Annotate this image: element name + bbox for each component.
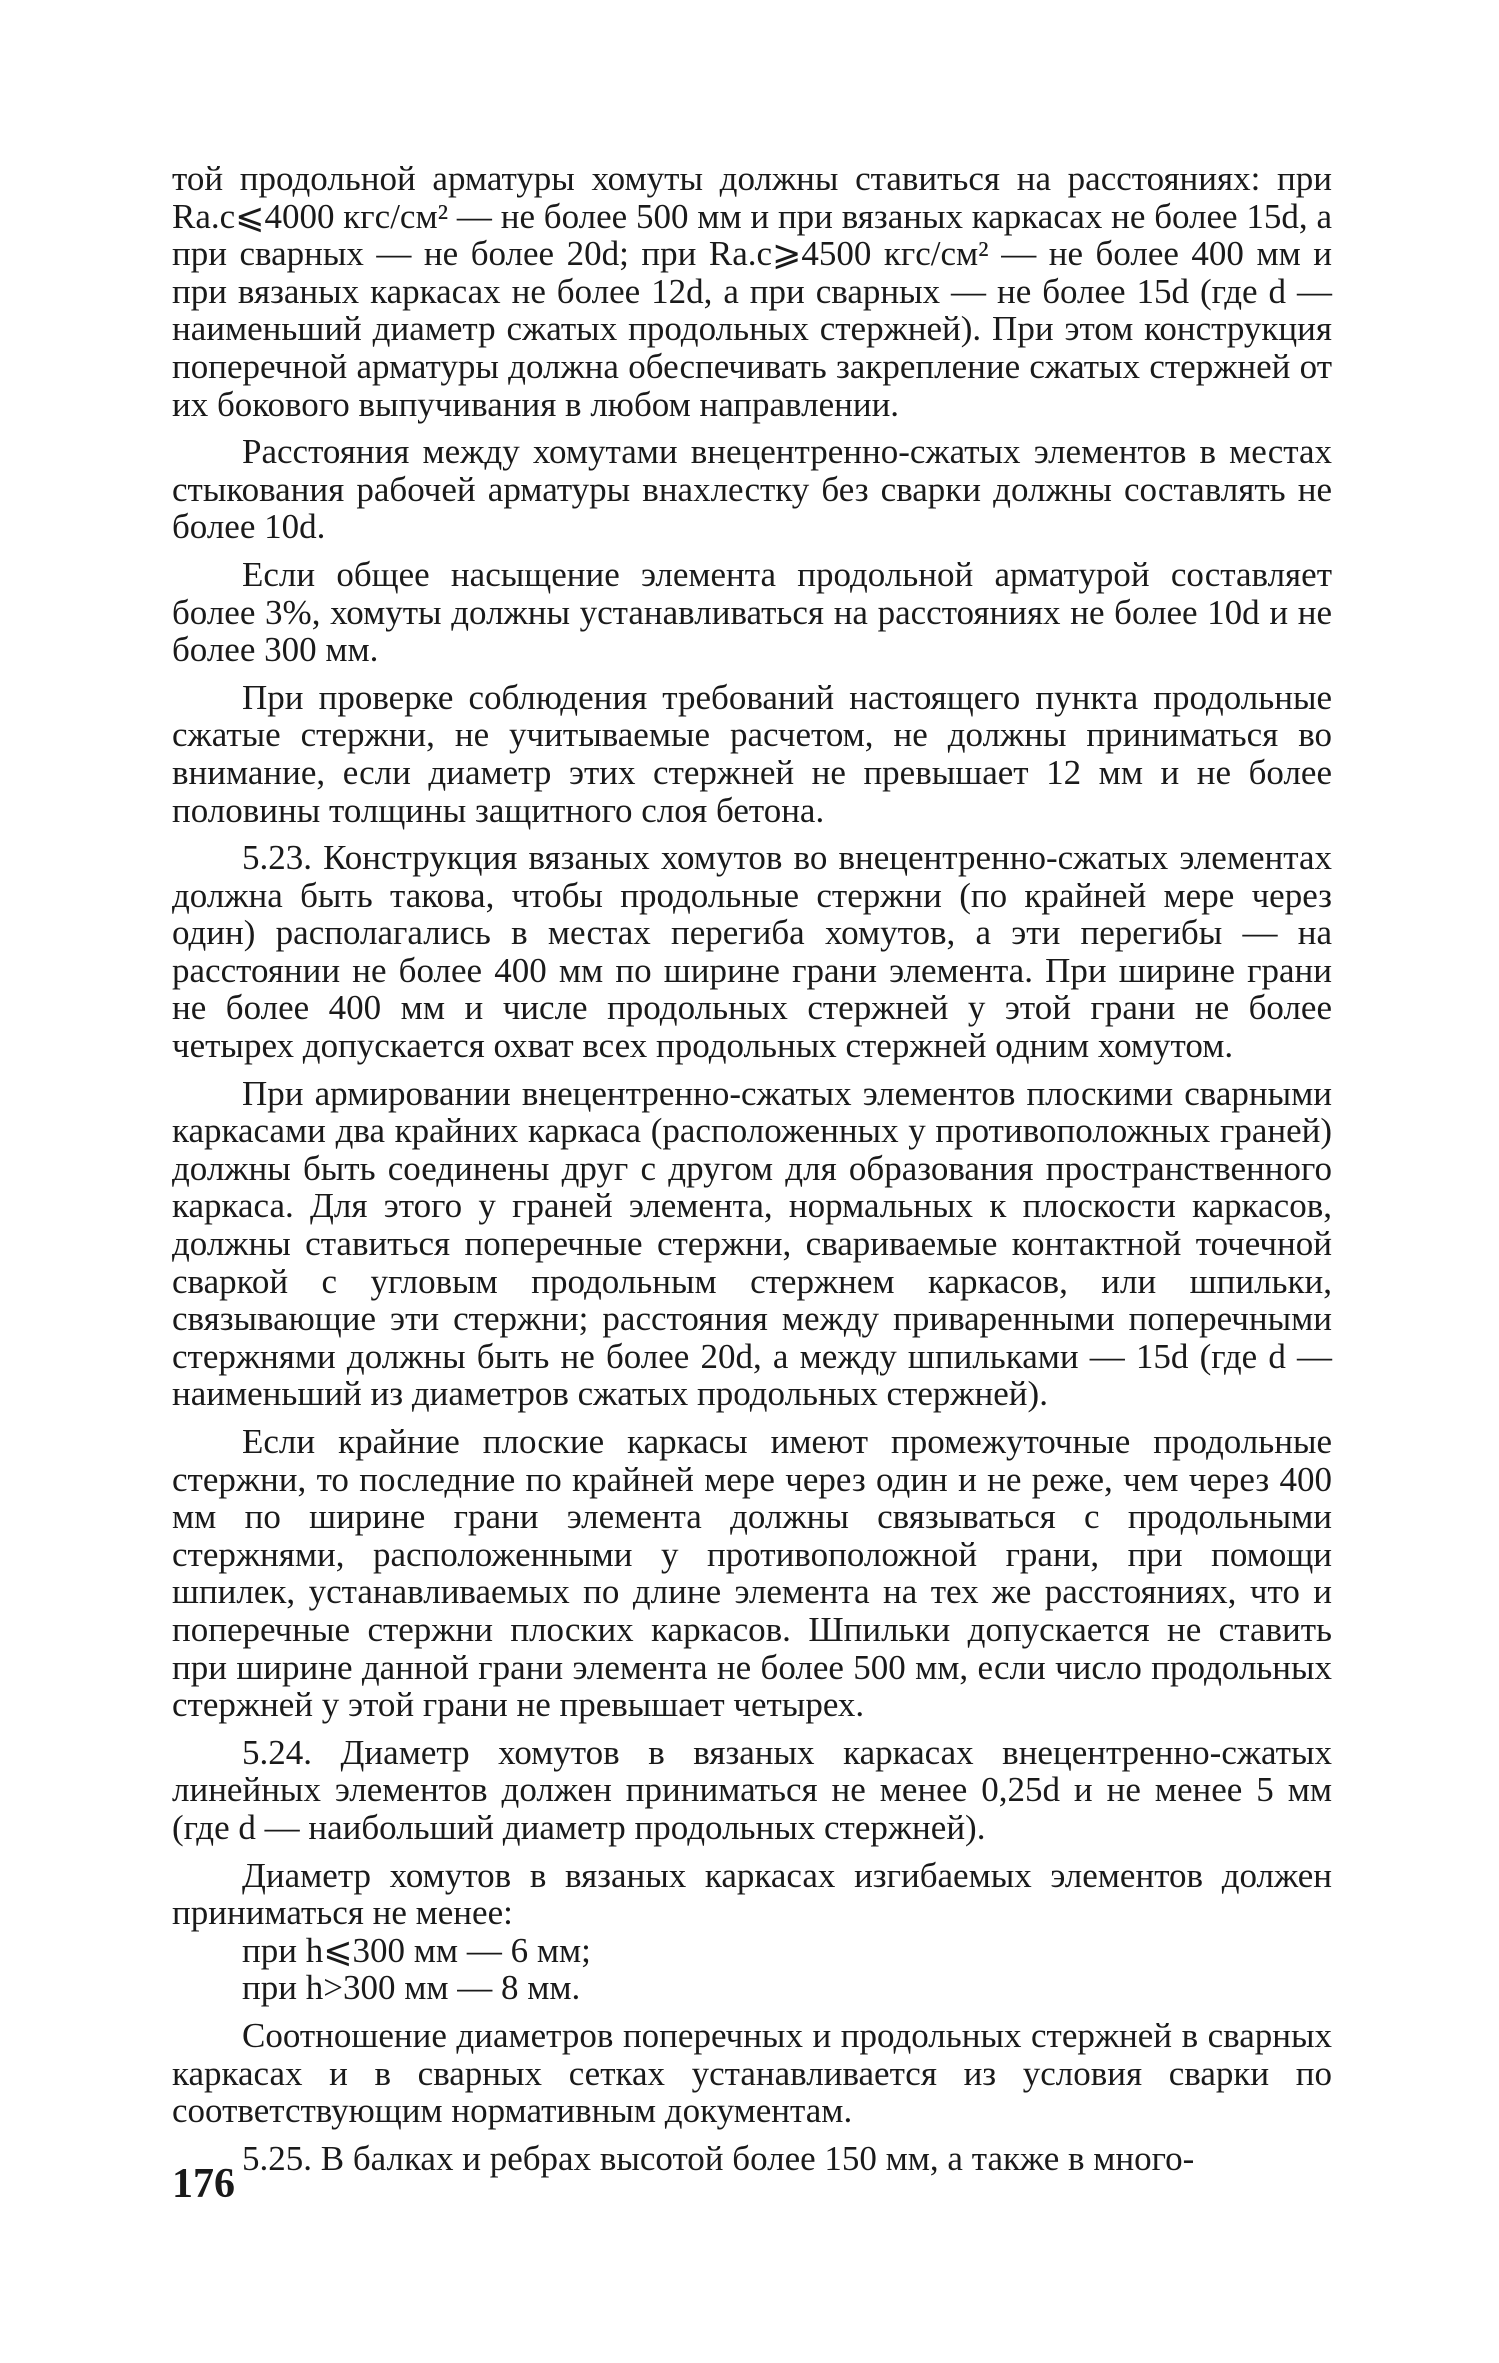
page-number: 176 [172,2161,235,2207]
paragraph: Соотношение диаметров поперечных и продольных стержней в сварных каркасах и в сварных сетках устанавливается из условия сварки по соответствующим нормативным документам. [172,2015,1332,2131]
paragraph: той продольной арматуры хомуты должны ставиться на расстояниях: при Rа.с⩽4000 кгс/см² — не более 500 мм и при вязаных каркасах не более 15d, а при сварных — не более 20d; при Rа.с⩾4500 кгс/см² — не более 400 мм и при вязаных каркасах не более 12d, а при сварных — не более 15d (где d — наименьший диаметр сжатых продольных стержней). При этом конструкция поперечной арматуры должна обеспечивать закрепление сжатых стержней от их бокового выпучивания в любом направлении. [172,159,1332,424]
paragraph: Если общее насыщение элемента продольной арматурой составляет более 3%, хомуты должны устанавливаться на расстояниях не более 10d и не более 300 мм. [172,554,1332,670]
list-item: при h⩽300 мм — 6 мм; [242,1930,591,1970]
list-item: при h>300 мм — 8 мм. [242,1968,581,2008]
paragraph-5-24: 5.24. Диаметр хомутов в вязаных каркасах внецентренно-сжатых линейных элементов должен приниматься не менее 0,25d и не менее 5 мм (где d — наибольший диаметр продольных стержней). [172,1732,1332,1847]
paragraph: При проверке соблюдения требований настоящего пункта продольные сжатые стержни, не учитываемые расчетом, не должны приниматься во внимание, если диаметр этих стержней не превышает 12 мм и не более половины толщины защитного слоя бетона. [172,677,1332,830]
paragraph: Расстояния между хомутами внецентренно-сжатых элементов в местах стыкования рабочей арматуры внахлестку без сварки должны составлять не более 10d. [172,432,1332,547]
paragraph: Если крайние плоские каркасы имеют промежуточные продольные стержни, то последние по крайней мере через один и не реже, чем через 400 мм по ширине грани элемента должны связываться с продольными стержнями, расположенными у противоположной грани, при помощи шпилек, устанавливаемых по длине элемента на тех же расстояниях, что и поперечные стержни плоских каркасов. Шпильки допускается не ставить при ширине данной грани элемента не более 500 мм, если число продольных стержней у этой грани не превышает четырех. [172,1422,1332,1725]
page-body [172,160,1332,2187]
paragraph: При армировании внецентренно-сжатых элементов плоскими сварными каркасами два крайних каркаса (расположенных у противоположных граней) должны быть соединены друг с другом для образования пространственного каркаса. Для этого у граней элемента, нормальных к плоскости каркасов, должны ставиться поперечные стержни, свариваемые контактной точечной сваркой с угловым продольным стержнем каркасов, или шпильки, связывающие эти стержни; расстояния между приваренными поперечными стержнями должны быть не более 20d, а между шпильками — 15d (где d — наименьший из диаметров сжатых продольных стержней). [172,1073,1332,1414]
paragraph-5-23: 5.23. Конструкция вязаных хомутов во внецентренно-сжатых элементах должна быть такова, чтобы продольные стержни (по крайней мере через один) располагались в местах перегиба хомутов, а эти перегибы — на расстоянии не более 400 мм по ширине грани элемента. При ширине грани не более 400 мм и числе продольных стержней у этой грани не более четырех допускается охват всех продольных стержней одним хомутом. [172,838,1332,1066]
paragraph-5-25: 5.25. В балках и ребрах высотой более 150 мм, а также в много- [242,2138,1195,2178]
paragraph: Диаметр хомутов в вязаных каркасах изгибаемых элементов должен приниматься не менее: [172,1855,1332,1933]
